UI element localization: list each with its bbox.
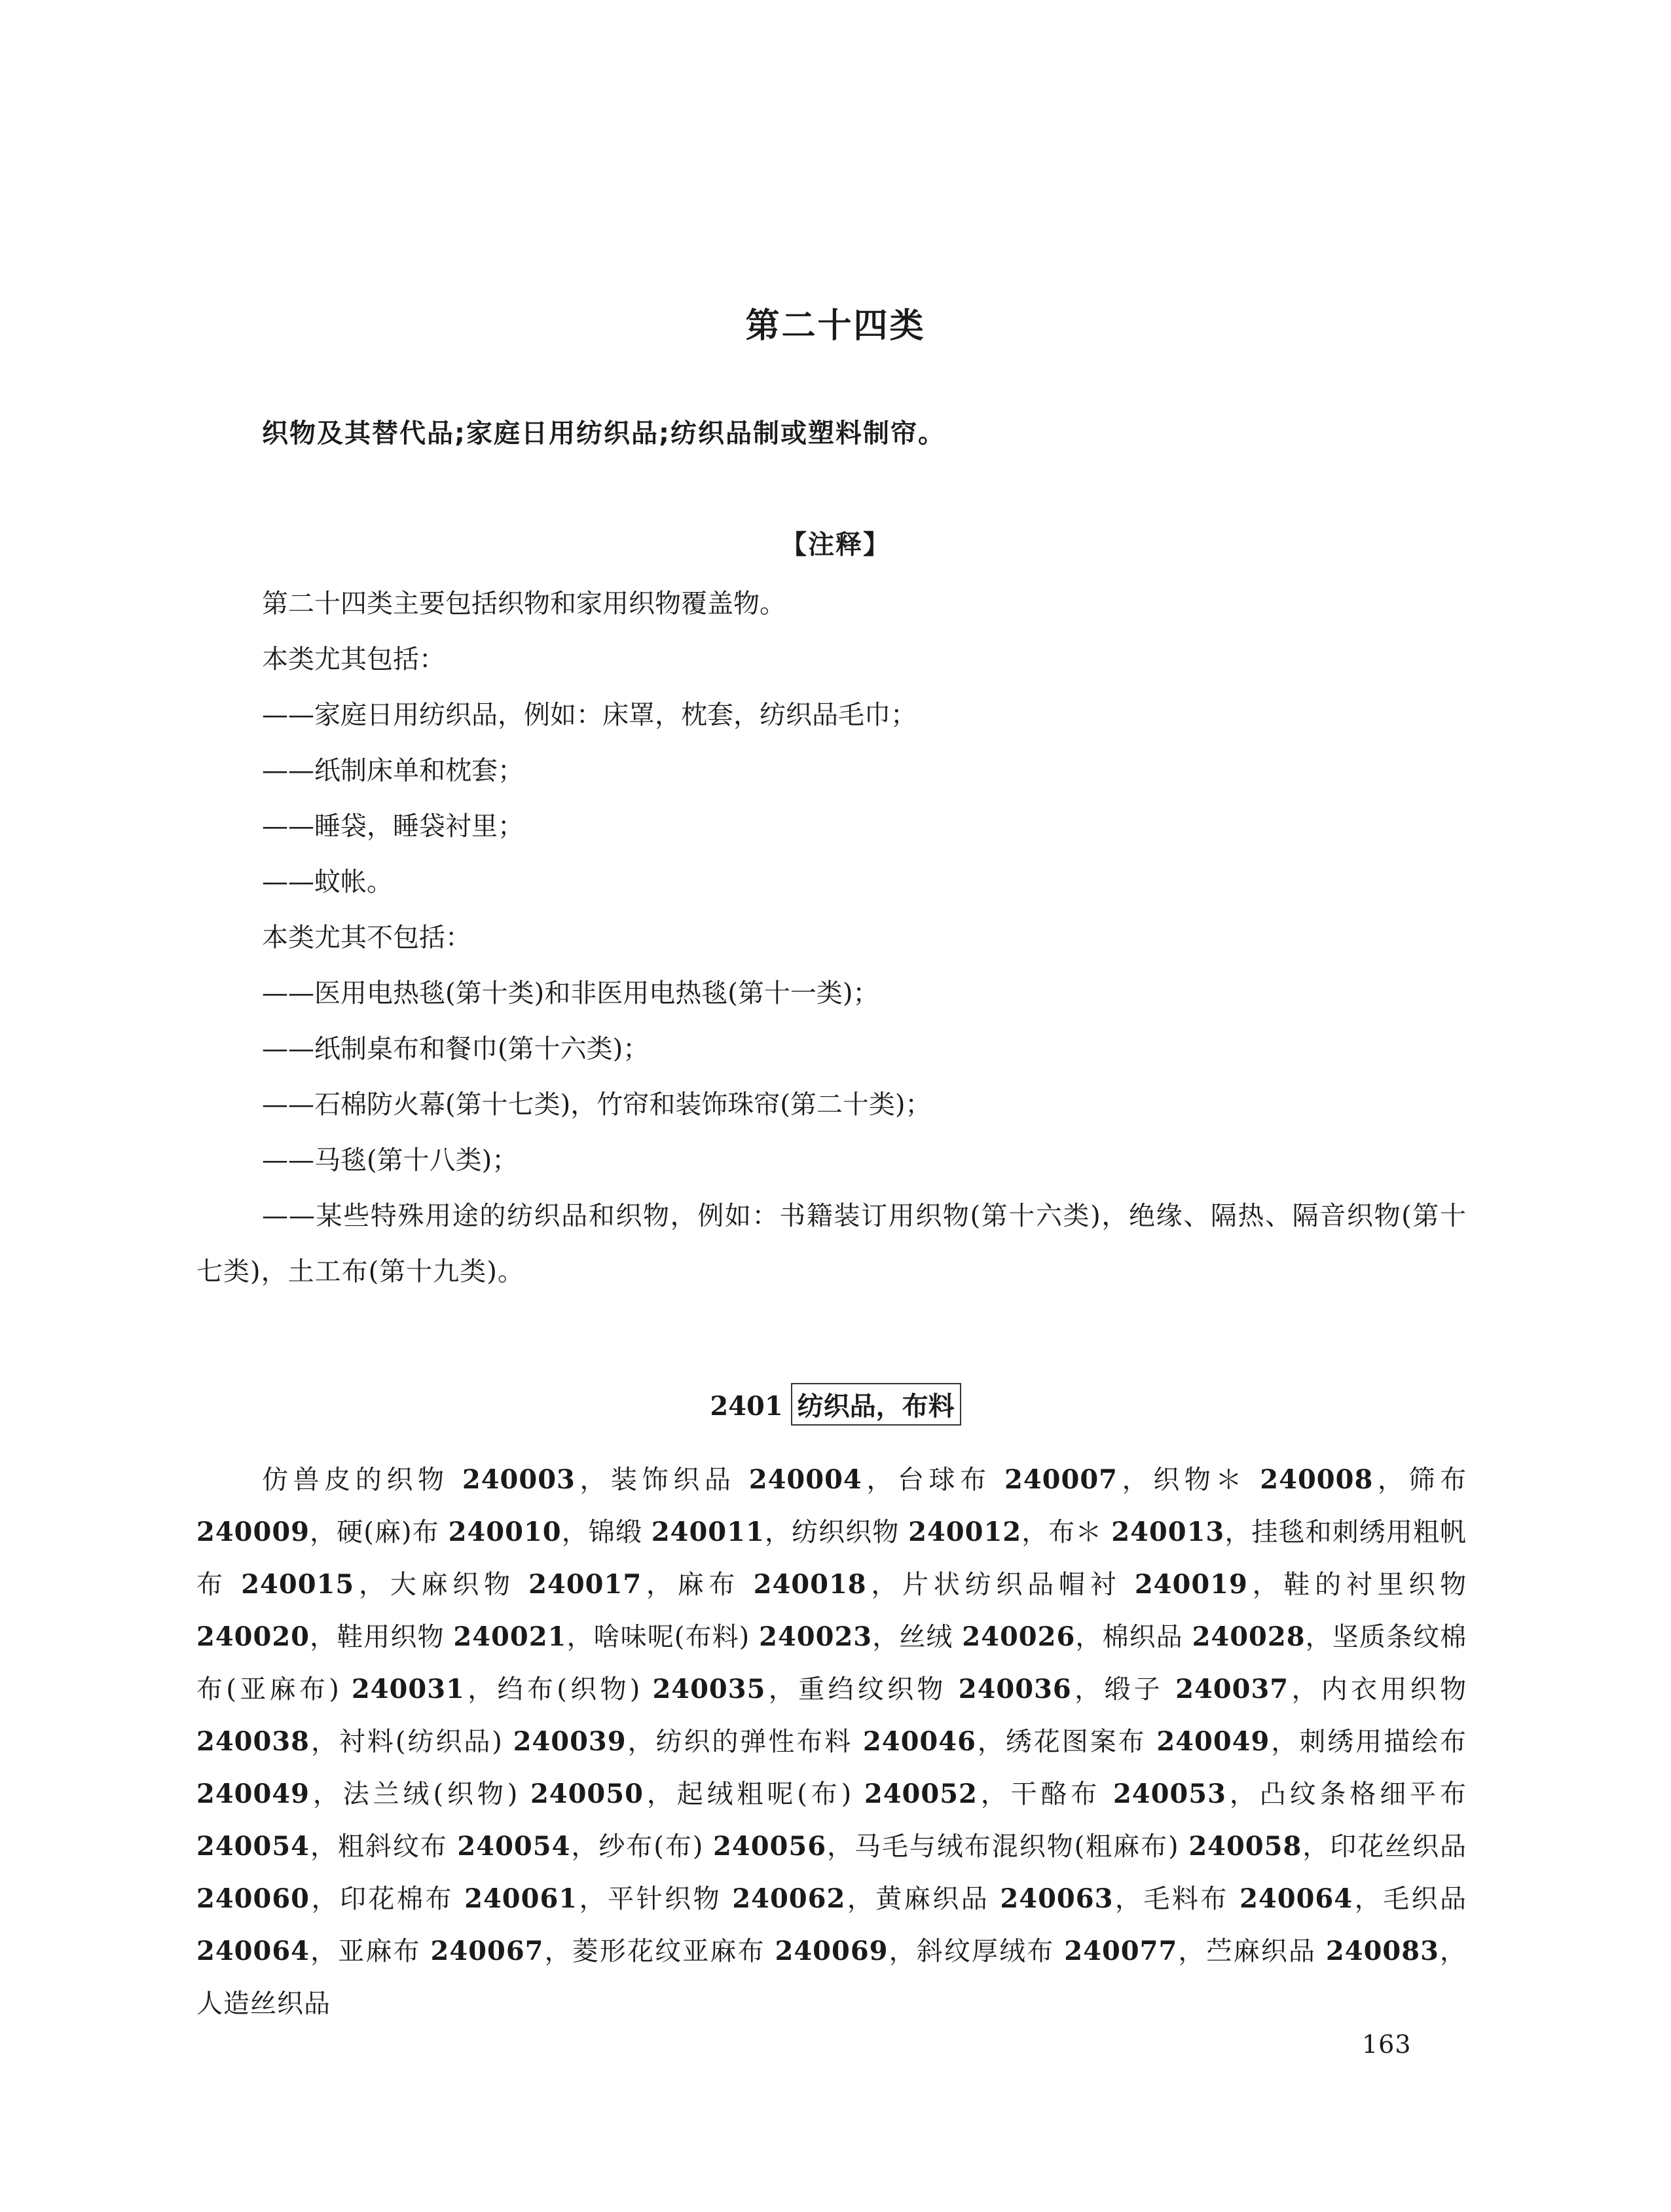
item-name: 丝绒 (899, 1622, 953, 1652)
item-code: 240069 (775, 1936, 889, 1966)
item-name: 印花丝织品 (1330, 1832, 1467, 1862)
notes-line: ——蚊帐。 (262, 867, 393, 897)
item-name: 内衣用织物 (1321, 1674, 1467, 1705)
item-name: 鞋的衬里织物 (1283, 1570, 1467, 1600)
notes-line: ——家庭日用纺织品，例如：床罩，枕套，纺织品毛巾； (262, 700, 917, 730)
item-name: 衬料(纺织品) (339, 1727, 503, 1757)
item-name: 重绉纹织物 (798, 1674, 947, 1705)
item-name: 亚麻布 (338, 1936, 421, 1966)
item-code: 240007 (1004, 1464, 1118, 1495)
notes-line: ——纸制床单和枕套； (262, 756, 524, 786)
item-name: 刺绣用描绘布 (1299, 1727, 1467, 1757)
notes-line: 本类尤其不包括： (262, 923, 471, 953)
item-code: 240028 (1192, 1621, 1306, 1652)
item-code: 240063 (1000, 1883, 1114, 1914)
notes-line: ——睡袋，睡袋衬里； (262, 811, 524, 841)
item-code: 240035 (652, 1674, 766, 1705)
item-name: 织物＊ (1153, 1465, 1247, 1495)
item-code: 240003 (462, 1464, 576, 1495)
item-name: 起绒粗呢(布) (676, 1779, 853, 1809)
item-code: 240052 (864, 1779, 978, 1809)
item-code: 240015 (241, 1569, 355, 1600)
item-code: 240012 (908, 1517, 1022, 1547)
item-code: 240023 (759, 1621, 873, 1652)
item-code: 240009 (196, 1517, 310, 1547)
item-name: 装饰织品 (611, 1465, 736, 1495)
item-code: 240038 (196, 1726, 310, 1757)
item-code: 240049 (196, 1779, 310, 1809)
item-name: 麻布 (677, 1570, 741, 1600)
item-name: 锦缎 (588, 1517, 642, 1547)
item-name: 片状纺织品帽衬 (902, 1570, 1122, 1600)
notes-line: 本类尤其包括： (262, 644, 445, 674)
notes-line: ——某些特殊用途的纺织品和织物，例如：书籍装订用织物(第十六类)，绝缘、隔热、隔音织物(第十七类)，土工布(第十九类)。 (196, 1201, 1467, 1287)
item-code: 240060 (196, 1883, 310, 1914)
notes-line: 第二十四类主要包括织物和家用织物覆盖物。 (262, 589, 786, 619)
item-name: 毛织品 (1383, 1884, 1467, 1914)
item-name: 马毛与绒布混织物(粗麻布) (854, 1832, 1179, 1862)
item-code: 240083 (1325, 1936, 1439, 1966)
notes-line: ——石棉防火幕(第十七类)，竹帘和装饰珠帘(第二十类)； (262, 1090, 932, 1120)
item-name: 平针织物 (608, 1884, 722, 1914)
item-code: 240004 (748, 1464, 862, 1495)
item-code: 240062 (732, 1883, 846, 1914)
item-name: 法兰绒(织物) (342, 1779, 519, 1809)
item-name: 绉布(织物) (497, 1674, 641, 1705)
item-name: 挂毯和刺绣用粗帆布 (196, 1517, 1467, 1600)
item-code: 240021 (453, 1621, 567, 1652)
item-code: 240039 (513, 1726, 627, 1757)
item-code: 240067 (430, 1936, 544, 1966)
item-name: 鞋用织物 (337, 1622, 445, 1652)
item-code: 240008 (1260, 1464, 1374, 1495)
item-name: 大麻织物 (390, 1570, 515, 1600)
notes-line: ——纸制桌布和餐巾(第十六类)； (262, 1034, 650, 1064)
item-code: 240019 (1134, 1569, 1248, 1600)
item-code: 240017 (528, 1569, 642, 1600)
item-name: 粗斜纹布 (337, 1832, 448, 1862)
item-name: 棉织品 (1102, 1622, 1183, 1652)
section-heading (0, 1383, 1671, 1426)
item-code: 240054 (457, 1831, 571, 1862)
page-number: 163 (1362, 2030, 1412, 2059)
notes-line: ——马毯(第十八类)； (262, 1145, 519, 1175)
item-name: 毛料布 (1143, 1884, 1229, 1914)
item-code: 240011 (651, 1517, 765, 1547)
section-title: 纺织品，布料 (791, 1383, 961, 1426)
item-name: 布＊ (1048, 1517, 1103, 1547)
item-code: 240049 (1156, 1726, 1270, 1757)
item-code: 240010 (448, 1517, 562, 1547)
notes-body (196, 576, 1467, 1300)
item-code: 240046 (862, 1726, 976, 1757)
item-name: 筛布 (1408, 1465, 1467, 1495)
item-code: 240036 (958, 1674, 1072, 1705)
item-code: 240020 (196, 1621, 310, 1652)
item-name: 纱布(布) (598, 1832, 704, 1862)
item-code: 240013 (1111, 1517, 1225, 1547)
item-code: 240061 (464, 1883, 578, 1914)
notes-line: ——医用电热毯(第十类)和非医用电热毯(第十一类)； (262, 978, 879, 1008)
item-name: 印花棉布 (339, 1884, 454, 1914)
item-name: 啥味呢(布料) (593, 1622, 750, 1652)
item-name: 干酪布 (1010, 1779, 1101, 1809)
item-code: 240077 (1064, 1936, 1178, 1966)
item-name: 纺织的弹性布料 (655, 1727, 853, 1757)
notes-title: 【注释】 (780, 530, 891, 560)
item-code: 240031 (351, 1674, 465, 1705)
item-name: 苎麻织品 (1205, 1936, 1317, 1966)
item-code: 240064 (1239, 1883, 1353, 1914)
item-name: 菱形花纹亚麻布 (572, 1936, 765, 1966)
item-name: 硬(麻)布 (337, 1517, 439, 1547)
item-code: 240064 (196, 1936, 310, 1966)
class-title: 第二十四类 (745, 306, 926, 346)
item-name: 缎子 (1104, 1674, 1164, 1705)
item-name: 绣花图案布 (1005, 1727, 1147, 1757)
item-code: 240037 (1175, 1674, 1289, 1705)
item-code: 240054 (196, 1831, 310, 1862)
item-code: 240050 (530, 1779, 644, 1809)
item-name: 坚质条纹棉布(亚麻布) (196, 1622, 1467, 1705)
item-name: 斜纹厚绒布 (916, 1936, 1055, 1966)
item-name: 纺织织物 (791, 1517, 900, 1547)
item-code: 240018 (753, 1569, 867, 1600)
class-heading: 织物及其替代品;家庭日用纺织品;纺织品制或塑料制帘。 (262, 418, 946, 449)
item-name: 台球布 (897, 1465, 991, 1495)
item-list: 仿兽皮的织物 240003，装饰织品 240004，台球布 240007，织物＊ 240008，筛布 240009，硬(麻)布 240010，锦缎 240011，纺织织物 240012，布＊ 240013，挂毯和刺绣用粗帆布 240015，大麻织物 240017，麻布 240018，片状纺织品帽衬 240019，鞋的衬里织物 240020，鞋用织物 240021，啥味呢(布料) 240023，丝绒 240026，棉织品 240028，坚质条纹棉布(亚麻布) 240031，绉布(织物) 240035，重绉纹织物 240036，缎子 240037，内衣用织物 240038，衬料(纺织品) 240039，纺织的弹性布料 240046，绣花图案布 240049，刺绣用描绘布 240049，法兰绒(织物) 240050，起绒粗呢(布) 240052，干酪布 240053，凸纹条格细平布 240054，粗斜纹布 240054，纱布(布) 240056，马毛与绒布混织物(粗麻布) 240058，印花丝织品 240060，印花棉布 240061，平针织物 240062，黄麻织品 240063，毛料布 240064，毛织品 240064，亚麻布 240067，菱形花纹亚麻布 240069，斜纹厚绒布 240077，苎麻织品 240083，人造丝织品 (196, 1464, 1467, 2019)
item-code: 240058 (1188, 1831, 1302, 1862)
section-number: 2401 (710, 1391, 783, 1422)
item-name: 凸纹条格细平布 (1259, 1779, 1467, 1809)
item-code: 240053 (1112, 1779, 1226, 1809)
item-name: 人造丝织品 (196, 1989, 331, 2019)
item-name: 仿兽皮的织物 (262, 1465, 449, 1495)
item-code: 240026 (962, 1621, 1076, 1652)
item-code: 240056 (713, 1831, 827, 1862)
item-name: 黄麻织品 (875, 1884, 990, 1914)
